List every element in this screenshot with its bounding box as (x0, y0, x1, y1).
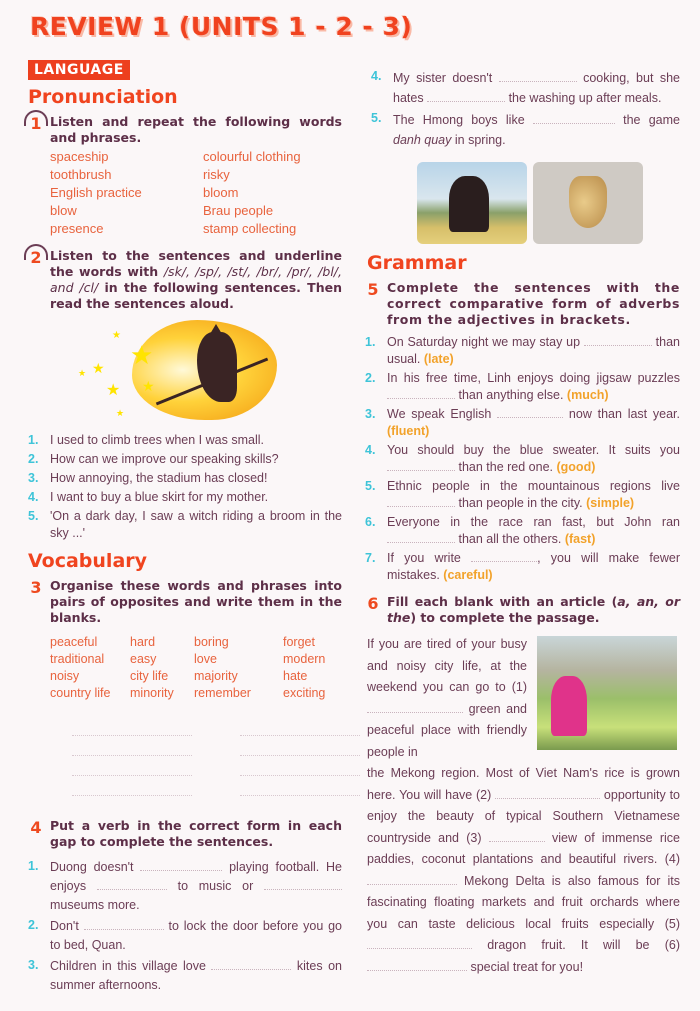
word: love (194, 652, 217, 666)
word: city life (130, 669, 169, 683)
exercise-3-instruction: Organise these words and phrases into pairs of opposites and write them in the blanks. (50, 578, 342, 625)
passage-text: the Mekong region. Most of Viet Nam's rice is grown here. You will have (2) (367, 766, 680, 802)
star-icon: ★ (142, 378, 155, 394)
item-number: 1. (28, 433, 39, 447)
exercise-1-instruction: Listen and repeat the following words and phrases. (50, 114, 342, 145)
answer-blank[interactable] (367, 701, 463, 713)
exercise-number: 5 (367, 280, 379, 299)
list-item (28, 917, 342, 955)
game-name: danh quay (393, 133, 452, 147)
spinning-top-photo (533, 162, 643, 244)
item-number: 4. (365, 443, 376, 457)
exercise-4-items-continued (371, 68, 680, 150)
passage-text (367, 634, 527, 763)
word: modern (283, 652, 326, 666)
list-item (28, 432, 342, 449)
item-text: to music or (177, 879, 254, 893)
answer-blank[interactable] (367, 937, 472, 949)
item-text: , you will make fewer mistakes. (387, 551, 680, 582)
item-text: kites on summer afternoons. (50, 959, 342, 992)
word: remember (194, 686, 251, 700)
item-text: Children in this village love (50, 959, 206, 973)
exercise-5-instruction: Complete the sentences with the correct comparative form of adverbs from the adjectives in brackets. (387, 280, 680, 327)
answer-blank[interactable] (240, 776, 360, 796)
item-text: Duong doesn't (50, 860, 134, 874)
list-item (365, 478, 680, 512)
answer-blank[interactable] (499, 70, 577, 82)
item-text: than all the others. (458, 532, 562, 546)
star-icon: ★ (112, 330, 121, 341)
item-text: now than last year. (568, 407, 680, 421)
answer-blank[interactable] (72, 736, 192, 756)
list-item (371, 110, 680, 150)
photo-row (417, 162, 680, 244)
hint-word: (good) (556, 460, 596, 474)
item-text: I used to climb trees when I was small. (50, 433, 264, 447)
item-text: the game (623, 113, 680, 127)
answer-blank[interactable] (97, 878, 167, 890)
word: bloom (203, 185, 239, 200)
answer-blank[interactable] (427, 90, 505, 102)
answer-blank[interactable] (495, 787, 600, 799)
item-text: 'On a dark day, I saw a witch riding a broom in the sky ...' (50, 509, 342, 540)
answer-blank[interactable] (240, 756, 360, 776)
word: English practice (50, 185, 142, 200)
item-text: than anything else. (458, 388, 564, 402)
item-text: How can we improve our speaking skills? (50, 452, 279, 466)
star-icon: ★ (116, 408, 125, 418)
exercise-3-header (22, 578, 342, 626)
exercise-6-passage (367, 634, 680, 978)
answer-blank[interactable] (72, 716, 192, 736)
grammar-heading: Grammar (367, 252, 467, 274)
exercise-6-header (359, 594, 680, 626)
word: easy (130, 652, 157, 666)
answer-blank[interactable] (72, 756, 192, 776)
answer-blank[interactable] (387, 387, 455, 399)
item-text: In his free time, Linh enjoys doing jigsaw puzzles (387, 371, 680, 385)
floating-market-photo (537, 636, 677, 750)
answer-blank[interactable] (387, 459, 455, 471)
answer-blank[interactable] (140, 859, 222, 871)
pronunciation-heading: Pronunciation (28, 86, 178, 108)
star-icon: ★ (106, 382, 121, 399)
word: stamp collecting (203, 221, 297, 236)
list-item (365, 550, 680, 584)
exercise-5-header (359, 280, 680, 328)
item-number: 5. (28, 509, 39, 523)
answer-lines (72, 716, 342, 796)
list-item (365, 370, 680, 404)
language-badge: LANGUAGE (28, 60, 130, 80)
hint-word: (careful) (443, 568, 493, 582)
item-number: 3. (365, 407, 376, 421)
star-icon: ★ (92, 360, 105, 376)
page-title: REVIEW 1 (UNITS 1 - 2 - 3) (30, 12, 413, 41)
list-item (371, 68, 680, 108)
word: hard (130, 635, 156, 649)
item-text: museums more. (50, 898, 140, 912)
answer-blank[interactable] (367, 873, 457, 885)
list-item (28, 508, 342, 542)
exercise-4-items (28, 858, 342, 995)
passage-text: green and peaceful place with friendly people in (367, 701, 527, 759)
answer-blank[interactable] (84, 918, 164, 930)
list-item (28, 858, 342, 915)
exercise-4-header (22, 818, 342, 850)
word: colourful clothing (203, 149, 301, 164)
exercise-2-instruction (50, 248, 342, 312)
exercise-1-header (22, 114, 342, 146)
hint-word: (simple) (586, 496, 635, 510)
right-column (365, 68, 680, 978)
word: forget (283, 635, 315, 649)
word: presence (50, 221, 104, 236)
exercise-2-header (22, 248, 342, 312)
word: exciting (283, 686, 326, 700)
item-number: 1. (365, 335, 376, 349)
witch-illustration (78, 320, 272, 420)
item-number: 1. (28, 859, 39, 873)
item-number: 3. (28, 471, 39, 485)
word: peaceful (50, 635, 98, 649)
item-number: 7. (365, 551, 376, 565)
answer-blank[interactable] (264, 878, 342, 890)
exercise-3-wordbank (50, 634, 342, 702)
item-number: 6. (365, 515, 376, 529)
passage-text: view of immense rice paddies, coconut plantations and beautiful rivers. (4) (367, 830, 680, 866)
answer-blank[interactable] (584, 334, 652, 346)
list-item (28, 470, 342, 487)
exercise-number: 3 (30, 578, 42, 597)
list-item (365, 334, 680, 368)
answer-blank[interactable] (240, 716, 360, 736)
exercise-4-instruction: Put a verb in the correct form in each gap to complete the sentences. (50, 818, 342, 849)
word: spaceship (50, 149, 109, 164)
item-number: 2. (28, 452, 39, 466)
answer-blank[interactable] (533, 112, 615, 124)
list-item (28, 957, 342, 995)
exercise-5-items (365, 334, 680, 584)
item-text: You should buy the blue sweater. It suits you (387, 443, 680, 457)
headphones-icon: 1 (22, 114, 50, 133)
hint-word: (fluent) (387, 424, 430, 438)
list-item (28, 451, 342, 468)
exercise-number: 4 (30, 818, 42, 837)
passage-text: Mekong Delta is also famous for its fascinating floating markets and fruit orchards where you can taste delicious local fruits especially (5) (367, 873, 680, 931)
star-icon: ★ (130, 340, 154, 370)
item-text: How annoying, the stadium has closed! (50, 471, 268, 485)
item-number: 5. (371, 111, 382, 125)
item-text: in spring. (454, 133, 506, 147)
word: majority (194, 669, 238, 683)
answer-blank[interactable] (497, 406, 563, 418)
word: boring (194, 635, 229, 649)
vocabulary-heading: Vocabulary (28, 550, 148, 572)
word: risky (203, 167, 230, 182)
item-text: cooking, but she hates (393, 71, 680, 105)
item-text: We speak English (387, 407, 492, 421)
exercise-number: 6 (367, 594, 379, 613)
passage-text: opportunity to enjoy the beauty of typical Southern Vietnamese countryside and (3) (367, 787, 680, 845)
item-number: 4. (28, 490, 39, 504)
word: hate (283, 669, 308, 683)
word: noisy (50, 669, 80, 683)
item-text: If you write (387, 551, 461, 565)
item-text: On Saturday night we may stay up (387, 335, 581, 349)
answer-blank[interactable] (387, 495, 455, 507)
exercise-2-sentences (28, 432, 342, 542)
instruction-text: ) to complete the passage. (410, 610, 600, 625)
item-text: My sister doesn't (393, 71, 493, 85)
word: traditional (50, 652, 105, 666)
list-item (365, 442, 680, 476)
witch-hat (204, 324, 228, 344)
item-number: 2. (365, 371, 376, 385)
item-text: the washing up after meals. (508, 91, 662, 105)
passage-text: dragon fruit. It will be (6) (487, 938, 680, 952)
word: toothbrush (50, 167, 112, 182)
answer-blank[interactable] (387, 531, 455, 543)
answer-blank[interactable] (471, 550, 537, 562)
hint-word: (fast) (564, 532, 596, 546)
item-number: 5. (365, 479, 376, 493)
instruction-text: in the following sentences. Then read the sentences aloud. (50, 280, 342, 311)
hint-word: (late) (423, 352, 454, 366)
answer-blank[interactable] (211, 958, 291, 970)
item-text: playing football. He enjoys (50, 860, 342, 893)
exercise-6-instruction (387, 594, 680, 626)
passage-text: special treat for you! (470, 959, 584, 974)
item-text: than usual. (387, 335, 680, 366)
item-text: Ethnic people in the mountainous regions live (387, 479, 680, 493)
word: country life (50, 686, 111, 700)
articles-list: a, an, or the (387, 594, 680, 625)
word: blow (50, 203, 77, 218)
item-text: The Hmong boys like (393, 113, 525, 127)
left-column (22, 60, 342, 997)
exercise-1-wordlist (50, 148, 342, 238)
item-number: 4. (371, 69, 382, 83)
hmong-boys-photo (417, 162, 527, 244)
word: minority (130, 686, 174, 700)
item-number: 2. (28, 918, 39, 932)
item-text: I want to buy a blue skirt for my mother. (50, 490, 269, 504)
list-item (28, 489, 342, 506)
answer-blank[interactable] (489, 830, 545, 842)
passage-text: If you are tired of your busy and noisy city life, at the weekend you can go to (1) (367, 637, 527, 694)
star-icon: ★ (78, 368, 87, 378)
instruction-text: Fill each blank with an article ( (387, 594, 618, 609)
answer-blank[interactable] (72, 776, 192, 796)
sounds-list: /sk/, /sp/, /st/, /br/, /pr/, /bl/, and /cl/ (50, 264, 342, 295)
list-item (365, 406, 680, 440)
list-item (365, 514, 680, 548)
item-text: to lock the door before you go to bed, Quan. (50, 919, 343, 952)
item-text: than people in the city. (458, 496, 583, 510)
word: Brau people (203, 203, 274, 218)
item-text: Don't (50, 919, 79, 933)
item-text: than the red one. (458, 460, 554, 474)
answer-blank[interactable] (367, 959, 467, 971)
answer-blank[interactable] (240, 736, 360, 756)
hint-word: (much) (566, 388, 609, 402)
headphones-icon: 2 (22, 248, 50, 267)
item-number: 3. (28, 958, 39, 972)
item-text: Everyone in the race ran fast, but John ran (387, 515, 680, 529)
instruction-text: Listen to the sentences and underline the words with (50, 248, 342, 279)
